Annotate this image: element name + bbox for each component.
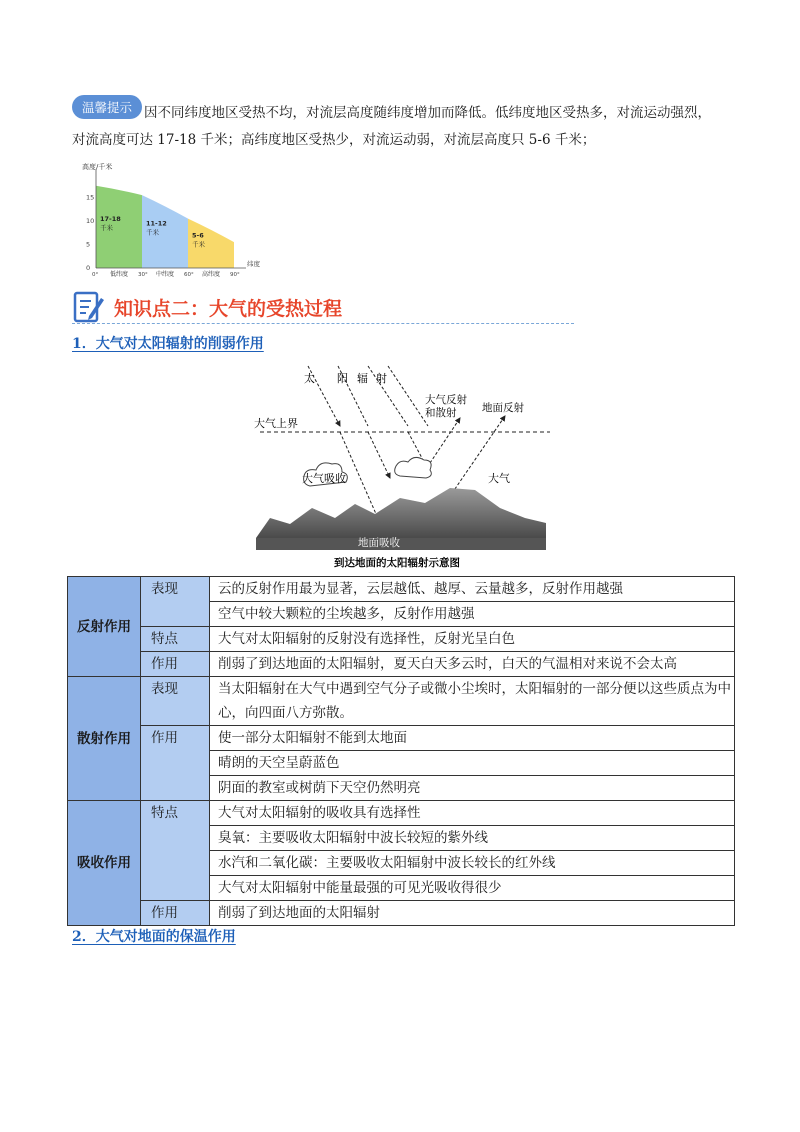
absorb-text-4: 大气对太阳辐射中能量最强的可见光吸收得很少 xyxy=(210,876,735,901)
chart-ytick-0: 15 xyxy=(86,193,95,202)
region-unit-1: 千米 xyxy=(146,228,159,237)
reflect-text-2: 空气中较大颗粒的尘埃越多，反射作用越强 xyxy=(210,602,735,627)
chart-ytick-2: 5 xyxy=(86,240,91,249)
subheading-insulation: 2．大气对地面的保温作用 xyxy=(72,929,236,945)
reflect-head-1: 表现 xyxy=(141,577,210,627)
region-unit-2: 千米 xyxy=(192,240,205,249)
region-label-2: 5-6 xyxy=(192,231,204,240)
section-divider xyxy=(72,323,574,324)
chart-xtick-3: 90° xyxy=(230,272,240,278)
ground-absorb-label: 地面吸收 xyxy=(358,537,400,549)
tip-badge: 温馨提示 xyxy=(72,95,142,119)
chart-ytick-3: 0 xyxy=(86,264,91,272)
reflect-text-3: 大气对太阳辐射的反射没有选择性，反射光呈白色 xyxy=(210,627,735,652)
ground-reflect-label: 地面反射 xyxy=(482,402,524,414)
chart-ytick-1: 10 xyxy=(86,217,95,225)
chart-xtick-0: 0° xyxy=(92,272,99,278)
scatter-head-1: 表现 xyxy=(141,677,210,726)
region-label-1: 11-12 xyxy=(146,219,167,228)
reflect-text-4: 削弱了到达地面的太阳辐射，夏天白天多云时，白天的气温相对来说不会太高 xyxy=(210,652,735,677)
region-name-0: 低纬度 xyxy=(110,271,129,278)
tip-text xyxy=(72,100,748,154)
scatter-text-2: 使一部分太阳辐射不能到太地面 xyxy=(210,726,735,751)
subheading-weakening: 1．大气对太阳辐射的削弱作用 xyxy=(72,336,264,352)
diagram-caption: 到达地面的太阳辐射示意图 xyxy=(334,557,460,569)
cat-scatter: 散射作用 xyxy=(68,677,141,801)
section-title: 知识点二：大气的受热过程 xyxy=(114,298,343,320)
troposphere-height-chart xyxy=(80,160,270,280)
region-name-2: 高纬度 xyxy=(202,271,221,278)
scatter-text-3: 晴朗的天空呈蔚蓝色 xyxy=(210,751,735,776)
absorb-text-1: 大气对太阳辐射的吸收具有选择性 xyxy=(210,801,735,826)
solar-char-4: 射 xyxy=(376,372,387,385)
reflect-head-2: 特点 xyxy=(141,627,210,652)
reflect-scatter-label-1: 大气反射 xyxy=(425,394,467,406)
absorb-head-2: 作用 xyxy=(141,901,210,926)
reflect-head-3: 作用 xyxy=(141,652,210,677)
reflect-text-1: 云的反射作用最为显著，云层越低、越厚、云量越多，反射作用越强 xyxy=(210,577,735,602)
solar-radiation-diagram xyxy=(250,358,550,570)
solar-char-3: 辐 xyxy=(357,372,368,385)
atmosphere-top-label: 大气上界 xyxy=(254,417,298,430)
region-unit-0: 千米 xyxy=(100,223,113,232)
tip-line-2: 对流高度可达 17-18 千米；高纬度地区受热少，对流运动弱，对流层高度只 5-6 千米； xyxy=(72,132,596,148)
weakening-table xyxy=(67,576,735,926)
absorb-text-5: 削弱了到达地面的太阳辐射 xyxy=(210,901,735,926)
region-label-0: 17-18 xyxy=(100,214,121,223)
scatter-head-2: 作用 xyxy=(141,726,210,801)
chart-xtick-2: 60° xyxy=(184,272,194,278)
tip-line-1: 因不同纬度地区受热不均，对流层高度随纬度增加而降低。低纬度地区受热多，对流运动强烈， xyxy=(144,105,711,121)
chart-xlabel: 纬度 xyxy=(247,260,260,268)
cat-absorb: 吸收作用 xyxy=(68,801,141,926)
solar-char-2: 阳 xyxy=(337,372,348,385)
absorb-head-1: 特点 xyxy=(141,801,210,901)
absorb-text-2: 臭氧：主要吸收太阳辐射中波长较短的紫外线 xyxy=(210,826,735,851)
atmo-absorb-label: 大气吸收 xyxy=(302,472,346,485)
absorb-text-3: 水汽和二氧化碳：主要吸收太阳辐射中波长较长的红外线 xyxy=(210,851,735,876)
chart-xtick-1: 30° xyxy=(138,272,148,278)
chart-ylabel: 高度/千米 xyxy=(82,163,113,171)
solar-char-1: 太 xyxy=(304,372,315,385)
cat-reflect: 反射作用 xyxy=(68,577,141,677)
scatter-text-4: 阴面的教室或树荫下天空仍然明亮 xyxy=(210,776,735,801)
atmo-label: 大气 xyxy=(488,472,510,485)
region-name-1: 中纬度 xyxy=(156,271,175,278)
scatter-text-1: 当太阳辐射在大气中遇到空气分子或微小尘埃时，太阳辐射的一部分便以这些质点为中心，向四面八方弥散。 xyxy=(210,677,735,726)
reflect-scatter-label-2: 和散射 xyxy=(425,407,457,419)
notebook-pen-icon xyxy=(72,290,106,324)
